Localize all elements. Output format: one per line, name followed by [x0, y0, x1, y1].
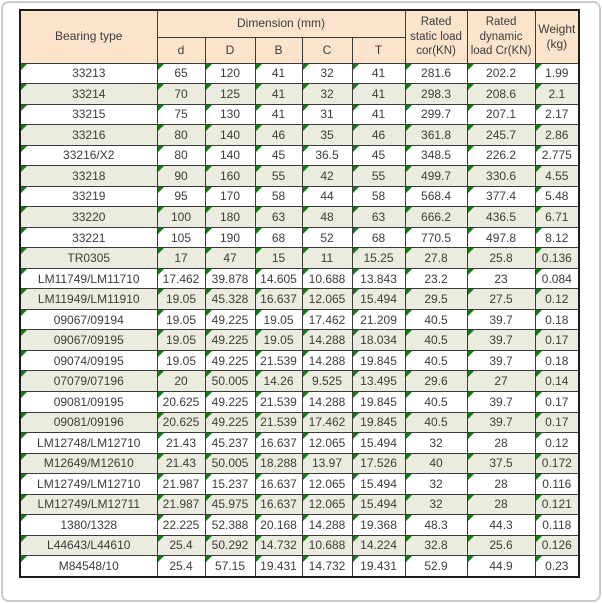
value-cell: 0.172 — [535, 453, 579, 474]
value-cell: 46 — [352, 125, 405, 146]
value-cell: 21.43 — [157, 433, 205, 454]
bearing-type-cell: LM11749/LM11710 — [20, 268, 157, 289]
value-cell: 180 — [205, 207, 255, 228]
value-cell: 361.8 — [405, 125, 467, 146]
value-cell: 44.3 — [467, 515, 535, 536]
value-cell: 140 — [205, 145, 255, 166]
value-cell: 21.539 — [255, 412, 302, 433]
value-cell: 28 — [467, 433, 535, 454]
header-weight: Weight (kg) — [535, 10, 579, 63]
value-cell: 23.2 — [405, 268, 467, 289]
value-cell: 40.5 — [405, 330, 467, 351]
value-cell: 65 — [157, 63, 205, 84]
value-cell: 12.065 — [302, 433, 352, 454]
bearing-type-cell: M12649/M12610 — [20, 453, 157, 474]
value-cell: 21.209 — [352, 309, 405, 330]
value-cell: 25.6 — [467, 535, 535, 556]
value-cell: 40.5 — [405, 350, 467, 371]
value-cell: 45.237 — [205, 433, 255, 454]
bearing-type-cell: 09067/09195 — [20, 330, 157, 351]
value-cell: 770.5 — [405, 227, 467, 248]
value-cell: 50.005 — [205, 453, 255, 474]
value-cell: 10.688 — [302, 268, 352, 289]
table-body — [20, 63, 579, 577]
value-cell: 44 — [302, 186, 352, 207]
value-cell: 13.843 — [352, 268, 405, 289]
table-row — [20, 350, 579, 371]
bearing-type-cell: 09074/09195 — [20, 350, 157, 371]
bearing-type-cell: 33215 — [20, 104, 157, 125]
value-cell: 19.368 — [352, 515, 405, 536]
value-cell: 0.14 — [535, 371, 579, 392]
value-cell: 8.12 — [535, 227, 579, 248]
value-cell: 52.388 — [205, 515, 255, 536]
value-cell: 19.431 — [352, 556, 405, 577]
value-cell: 6.71 — [535, 207, 579, 228]
value-cell: 27.8 — [405, 248, 467, 269]
value-cell: 19.845 — [352, 412, 405, 433]
value-cell: 4.55 — [535, 166, 579, 187]
table-row — [20, 186, 579, 207]
value-cell: 499.7 — [405, 166, 467, 187]
value-cell: 160 — [205, 166, 255, 187]
value-cell: 68 — [255, 227, 302, 248]
value-cell: 41 — [352, 84, 405, 105]
value-cell: 15 — [255, 248, 302, 269]
value-cell: 40.5 — [405, 392, 467, 413]
value-cell: 29.6 — [405, 371, 467, 392]
value-cell: 90 — [157, 166, 205, 187]
value-cell: 9.525 — [302, 371, 352, 392]
table-row — [20, 392, 579, 413]
value-cell: 70 — [157, 84, 205, 105]
value-cell: 58 — [255, 186, 302, 207]
value-cell: 2.86 — [535, 125, 579, 146]
value-cell: 202.2 — [467, 63, 535, 84]
table-row — [20, 289, 579, 310]
bearing-type-cell: LM12748/LM12710 — [20, 433, 157, 454]
value-cell: 63 — [352, 207, 405, 228]
bearing-type-cell: 09067/09194 — [20, 309, 157, 330]
value-cell: 18.034 — [352, 330, 405, 351]
value-cell: 39.7 — [467, 330, 535, 351]
table-row — [20, 268, 579, 289]
value-cell: 37.5 — [467, 453, 535, 474]
value-cell: 46 — [255, 125, 302, 146]
value-cell: 190 — [205, 227, 255, 248]
value-cell: 15.237 — [205, 474, 255, 495]
value-cell: 19.05 — [255, 330, 302, 351]
value-cell: 19.05 — [157, 289, 205, 310]
value-cell: 0.084 — [535, 268, 579, 289]
value-cell: 13.495 — [352, 371, 405, 392]
table-row — [20, 535, 579, 556]
table-row — [20, 515, 579, 536]
value-cell: 19.05 — [255, 309, 302, 330]
value-cell: 55 — [255, 166, 302, 187]
value-cell: 68 — [352, 227, 405, 248]
table-row — [20, 330, 579, 351]
bearing-type-cell: L44643/L44610 — [20, 535, 157, 556]
value-cell: 41 — [255, 84, 302, 105]
table-header — [20, 10, 579, 63]
value-cell: 16.637 — [255, 433, 302, 454]
value-cell: 15.494 — [352, 494, 405, 515]
bearing-type-cell: LM12749/LM12710 — [20, 474, 157, 495]
value-cell: 50.005 — [205, 371, 255, 392]
value-cell: 45.328 — [205, 289, 255, 310]
value-cell: 40.5 — [405, 412, 467, 433]
value-cell: 19.05 — [157, 309, 205, 330]
value-cell: 0.12 — [535, 433, 579, 454]
value-cell: 0.121 — [535, 494, 579, 515]
value-cell: 14.288 — [302, 350, 352, 371]
value-cell: 5.48 — [535, 186, 579, 207]
value-cell: 11 — [302, 248, 352, 269]
bearing-type-cell: 1380/1328 — [20, 515, 157, 536]
value-cell: 32 — [405, 433, 467, 454]
table-row — [20, 248, 579, 269]
value-cell: 18.288 — [255, 453, 302, 474]
table-row — [20, 556, 579, 577]
value-cell: 49.225 — [205, 392, 255, 413]
table-row — [20, 84, 579, 105]
value-cell: 0.126 — [535, 535, 579, 556]
value-cell: 120 — [205, 63, 255, 84]
value-cell: 47 — [205, 248, 255, 269]
value-cell: 57.15 — [205, 556, 255, 577]
header-col-B: B — [255, 37, 302, 63]
value-cell: 39.7 — [467, 412, 535, 433]
value-cell: 21.987 — [157, 494, 205, 515]
value-cell: 32 — [405, 474, 467, 495]
value-cell: 0.17 — [535, 330, 579, 351]
table-row — [20, 412, 579, 433]
value-cell: 80 — [157, 125, 205, 146]
value-cell: 41 — [255, 63, 302, 84]
value-cell: 0.118 — [535, 515, 579, 536]
value-cell: 27 — [467, 371, 535, 392]
value-cell: 14.732 — [302, 556, 352, 577]
value-cell: 16.637 — [255, 474, 302, 495]
table-row — [20, 125, 579, 146]
bearing-type-cell: 33218 — [20, 166, 157, 187]
value-cell: 23 — [467, 268, 535, 289]
value-cell: 55 — [352, 166, 405, 187]
value-cell: 17.462 — [157, 268, 205, 289]
value-cell: 226.2 — [467, 145, 535, 166]
bearing-type-cell: TR0305 — [20, 248, 157, 269]
table-row — [20, 494, 579, 515]
value-cell: 19.845 — [352, 392, 405, 413]
value-cell: 39.7 — [467, 350, 535, 371]
bearing-type-cell: 33221 — [20, 227, 157, 248]
value-cell: 666.2 — [405, 207, 467, 228]
value-cell: 15.494 — [352, 474, 405, 495]
value-cell: 41 — [352, 104, 405, 125]
value-cell: 15.494 — [352, 289, 405, 310]
header-static-load: Rated static load cor(KN) — [405, 10, 467, 63]
table-row — [20, 207, 579, 228]
value-cell: 29.5 — [405, 289, 467, 310]
value-cell: 2.775 — [535, 145, 579, 166]
value-cell: 0.136 — [535, 248, 579, 269]
bearing-type-cell: 33214 — [20, 84, 157, 105]
header-col-D: D — [205, 37, 255, 63]
value-cell: 52 — [302, 227, 352, 248]
value-cell: 12.065 — [302, 494, 352, 515]
header-bearing-type: Bearing type — [20, 10, 157, 63]
value-cell: 16.637 — [255, 289, 302, 310]
value-cell: 80 — [157, 145, 205, 166]
value-cell: 299.7 — [405, 104, 467, 125]
value-cell: 14.288 — [302, 515, 352, 536]
value-cell: 25.4 — [157, 535, 205, 556]
value-cell: 63 — [255, 207, 302, 228]
value-cell: 19.05 — [157, 350, 205, 371]
value-cell: 568.4 — [405, 186, 467, 207]
value-cell: 39.7 — [467, 392, 535, 413]
value-cell: 0.12 — [535, 289, 579, 310]
value-cell: 27.5 — [467, 289, 535, 310]
value-cell: 298.3 — [405, 84, 467, 105]
table-row — [20, 474, 579, 495]
bearing-type-cell: LM11949/LM11910 — [20, 289, 157, 310]
value-cell: 2.1 — [535, 84, 579, 105]
value-cell: 14.732 — [255, 535, 302, 556]
value-cell: 17 — [157, 248, 205, 269]
bearing-type-cell: 33216 — [20, 125, 157, 146]
value-cell: 12.065 — [302, 289, 352, 310]
value-cell: 19.845 — [352, 350, 405, 371]
value-cell: 75 — [157, 104, 205, 125]
header-col-C: C — [302, 37, 352, 63]
value-cell: 17.526 — [352, 453, 405, 474]
bearing-type-cell: 09081/09195 — [20, 392, 157, 413]
value-cell: 15.25 — [352, 248, 405, 269]
bearing-type-cell: 07079/07196 — [20, 371, 157, 392]
value-cell: 20 — [157, 371, 205, 392]
value-cell: 39.878 — [205, 268, 255, 289]
table-row — [20, 145, 579, 166]
bearing-type-cell: 33213 — [20, 63, 157, 84]
value-cell: 19.431 — [255, 556, 302, 577]
header-dynamic-load: Rated dynamic load Cr(KN) — [467, 10, 535, 63]
value-cell: 105 — [157, 227, 205, 248]
value-cell: 36.5 — [302, 145, 352, 166]
value-cell: 14.224 — [352, 535, 405, 556]
table-row — [20, 104, 579, 125]
table-row — [20, 371, 579, 392]
value-cell: 281.6 — [405, 63, 467, 84]
value-cell: 245.7 — [467, 125, 535, 146]
table-row — [20, 63, 579, 84]
value-cell: 17.462 — [302, 309, 352, 330]
value-cell: 436.5 — [467, 207, 535, 228]
table-row — [20, 166, 579, 187]
value-cell: 0.17 — [535, 392, 579, 413]
header-col-T: T — [352, 37, 405, 63]
value-cell: 20.168 — [255, 515, 302, 536]
value-cell: 49.225 — [205, 309, 255, 330]
value-cell: 28 — [467, 474, 535, 495]
value-cell: 16.637 — [255, 494, 302, 515]
value-cell: 14.26 — [255, 371, 302, 392]
table-row — [20, 433, 579, 454]
value-cell: 20.625 — [157, 412, 205, 433]
value-cell: 14.288 — [302, 392, 352, 413]
value-cell: 58 — [352, 186, 405, 207]
table-row — [20, 453, 579, 474]
value-cell: 32.8 — [405, 535, 467, 556]
value-cell: 41 — [352, 63, 405, 84]
bearing-type-cell: 33219 — [20, 186, 157, 207]
value-cell: 10.688 — [302, 535, 352, 556]
value-cell: 21.987 — [157, 474, 205, 495]
value-cell: 497.8 — [467, 227, 535, 248]
value-cell: 15.494 — [352, 433, 405, 454]
value-cell: 44.9 — [467, 556, 535, 577]
value-cell: 28 — [467, 494, 535, 515]
value-cell: 45 — [255, 145, 302, 166]
value-cell: 41 — [255, 104, 302, 125]
value-cell: 330.6 — [467, 166, 535, 187]
value-cell: 49.225 — [205, 330, 255, 351]
bearing-spec-table — [19, 9, 580, 578]
value-cell: 25.8 — [467, 248, 535, 269]
table-row — [20, 309, 579, 330]
value-cell: 0.18 — [535, 350, 579, 371]
value-cell: 39.7 — [467, 309, 535, 330]
value-cell: 35 — [302, 125, 352, 146]
value-cell: 22.225 — [157, 515, 205, 536]
value-cell: 25.4 — [157, 556, 205, 577]
value-cell: 21.43 — [157, 453, 205, 474]
value-cell: 1.99 — [535, 63, 579, 84]
value-cell: 45 — [352, 145, 405, 166]
value-cell: 95 — [157, 186, 205, 207]
value-cell: 0.116 — [535, 474, 579, 495]
header-col-d: d — [157, 37, 205, 63]
value-cell: 52.9 — [405, 556, 467, 577]
value-cell: 208.6 — [467, 84, 535, 105]
value-cell: 0.23 — [535, 556, 579, 577]
value-cell: 377.4 — [467, 186, 535, 207]
table-row — [20, 227, 579, 248]
value-cell: 50.292 — [205, 535, 255, 556]
value-cell: 2.17 — [535, 104, 579, 125]
value-cell: 12.065 — [302, 474, 352, 495]
value-cell: 17.462 — [302, 412, 352, 433]
bearing-type-cell: 09081/09196 — [20, 412, 157, 433]
value-cell: 19.05 — [157, 330, 205, 351]
value-cell: 31 — [302, 104, 352, 125]
value-cell: 32 — [405, 494, 467, 515]
value-cell: 130 — [205, 104, 255, 125]
bearing-type-cell: 33220 — [20, 207, 157, 228]
value-cell: 0.17 — [535, 412, 579, 433]
value-cell: 13.97 — [302, 453, 352, 474]
bearing-type-cell: M84548/10 — [20, 556, 157, 577]
value-cell: 45.975 — [205, 494, 255, 515]
value-cell: 32 — [302, 63, 352, 84]
value-cell: 348.5 — [405, 145, 467, 166]
value-cell: 21.539 — [255, 350, 302, 371]
value-cell: 14.288 — [302, 330, 352, 351]
value-cell: 32 — [302, 84, 352, 105]
bearing-type-cell: LM12749/LM12711 — [20, 494, 157, 515]
value-cell: 100 — [157, 207, 205, 228]
value-cell: 49.225 — [205, 350, 255, 371]
bearing-type-cell: 33216/X2 — [20, 145, 157, 166]
header-dimension-group: Dimension (mm) — [157, 10, 405, 37]
value-cell: 40.5 — [405, 309, 467, 330]
value-cell: 207.1 — [467, 104, 535, 125]
value-cell: 48 — [302, 207, 352, 228]
value-cell: 40 — [405, 453, 467, 474]
value-cell: 20.625 — [157, 392, 205, 413]
value-cell: 21.539 — [255, 392, 302, 413]
value-cell: 49.225 — [205, 412, 255, 433]
value-cell: 42 — [302, 166, 352, 187]
value-cell: 125 — [205, 84, 255, 105]
value-cell: 170 — [205, 186, 255, 207]
value-cell: 48.3 — [405, 515, 467, 536]
value-cell: 14.605 — [255, 268, 302, 289]
header-row-group — [20, 10, 579, 37]
value-cell: 0.18 — [535, 309, 579, 330]
value-cell: 140 — [205, 125, 255, 146]
